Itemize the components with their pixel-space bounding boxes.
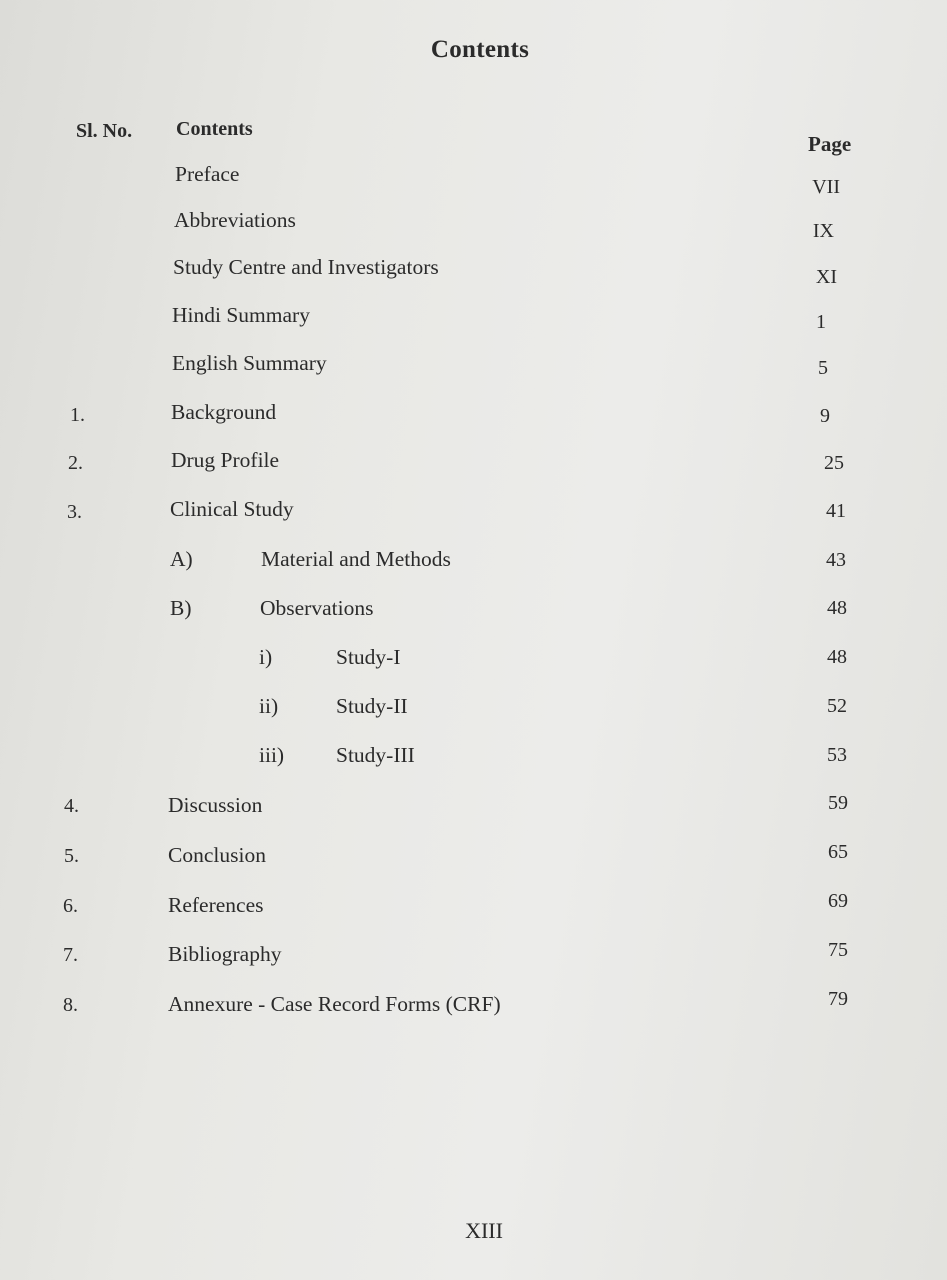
toc-entry-page: 25 (824, 452, 844, 474)
toc-entry-page: 53 (827, 744, 847, 766)
toc-entry-page: 65 (828, 841, 848, 863)
toc-entry-subroman: iii) (259, 743, 285, 767)
sl-no-header: Sl. No. (76, 120, 133, 142)
toc-entry-label: Conclusion (168, 843, 266, 867)
page-title: Contents (430, 36, 530, 63)
toc-entry-page: 59 (828, 792, 848, 814)
toc-entry-subroman: i) (259, 645, 273, 669)
toc-entry-number: 7. (63, 944, 78, 966)
toc-entry-label: Abbreviations (174, 208, 296, 232)
footer-page-number: XIII (465, 1218, 503, 1243)
toc-entry-label: Study-II (336, 694, 408, 718)
toc-entry-page: 9 (820, 405, 830, 427)
toc-entry-label: English Summary (172, 351, 327, 375)
toc-entry-page: VII (812, 176, 840, 198)
toc-entry-page: 69 (828, 890, 848, 912)
toc-entry-page: 43 (826, 549, 846, 571)
toc-entry-page: 48 (827, 597, 847, 619)
toc-entry-page: 1 (816, 311, 826, 333)
toc-entry-page: XI (815, 266, 837, 288)
toc-entry-label: Preface (175, 162, 240, 186)
toc-entry-number: 8. (63, 994, 78, 1016)
toc-entry-page: 75 (828, 939, 848, 961)
toc-entry-label: Discussion (168, 793, 263, 817)
page-header: Page (808, 132, 852, 156)
toc-entry-label: References (168, 893, 264, 917)
toc-entry-label: Study-III (336, 743, 415, 767)
toc-entry-page: 79 (828, 988, 848, 1010)
toc-entry-page: 48 (827, 646, 847, 668)
toc-entry-label: Annexure - Case Record Forms (CRF) (168, 992, 501, 1016)
toc-entry-number: 2. (68, 452, 83, 474)
toc-entry-subletter: A) (170, 547, 193, 571)
toc-entry-number: 5. (64, 845, 79, 867)
toc-entry-page: 41 (826, 500, 846, 522)
toc-entry-number: 3. (67, 501, 82, 523)
toc-entry-number: 1. (70, 404, 85, 426)
toc-entry-label: Study Centre and Investigators (173, 255, 439, 279)
toc-entry-number: 6. (63, 895, 78, 917)
toc-entry-label: Bibliography (168, 942, 282, 966)
toc-entry-page: 5 (818, 357, 828, 379)
toc-entry-label: Material and Methods (261, 547, 451, 571)
toc-entry-page: IX (812, 220, 834, 242)
toc-entry-label: Hindi Summary (172, 303, 310, 327)
toc-entry-number: 4. (64, 795, 79, 817)
toc-entry-label: Background (171, 400, 277, 424)
toc-entry-subroman: ii) (259, 694, 279, 718)
toc-entry-label: Observations (260, 596, 374, 620)
contents-header: Contents (176, 118, 253, 140)
toc-entry-label: Clinical Study (170, 497, 294, 521)
toc-entry-subletter: B) (170, 596, 192, 620)
toc-entry-label: Study-I (336, 645, 401, 669)
toc-entry-label: Drug Profile (171, 448, 280, 472)
toc-entry-page: 52 (827, 695, 847, 717)
